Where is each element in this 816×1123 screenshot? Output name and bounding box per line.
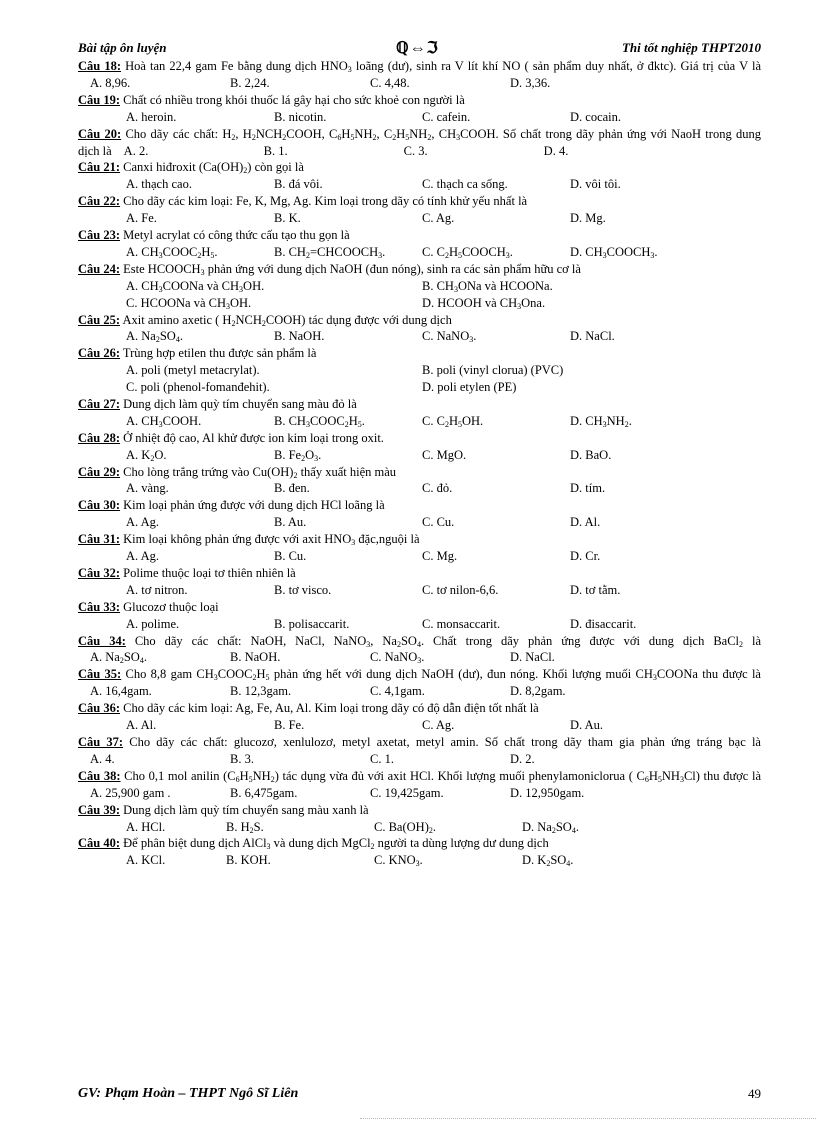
- option-a[interactable]: A. $CH_3COOH$.: [126, 413, 202, 429]
- header-left: Bài tập ôn luyện: [78, 40, 167, 55]
- options-row: [78, 328, 761, 345]
- option-a[interactable]: A. $CH_3COOC_2H_5$.: [126, 244, 218, 260]
- question-stem: [78, 126, 761, 160]
- options-row: [78, 616, 761, 633]
- question-text: Cho 8,8 gam $CH_3COOC_2H_5$ phản ứng hết với dung dịch NaOH (dư), đun nóng. Khối lượng muối $CH_3COONa$ thu được là: [121, 667, 761, 683]
- question-label: Câu 37:: [78, 734, 124, 749]
- question-stem: [78, 345, 761, 362]
- question-24: [78, 261, 761, 312]
- options-row: [78, 413, 761, 430]
- question-text: Axit amino axetic ( $H_2NCH_2COOH$) tác dụng được với dung dịch: [120, 312, 452, 328]
- question-stem: [78, 599, 761, 616]
- question-stem: [78, 396, 761, 413]
- question-text: Cho dãy các chất: $H_2$, $H_2NCH_2COOH$, $C_6H_5NH_2$, $C_2H_5NH_2$, $CH_3COOH$. Số chất trong dãy phản ứng với NaoH trong dung dịch là: [78, 126, 761, 158]
- question-37: [78, 734, 761, 768]
- question-31: [78, 531, 761, 565]
- option-c[interactable]: C. NaNO$_3$.: [370, 650, 425, 666]
- option-b[interactable]: B. K.: [274, 211, 301, 226]
- options-row: [78, 852, 761, 869]
- question-34: [78, 633, 761, 667]
- option-a[interactable]: A. $Na_2SO_4$.: [126, 329, 183, 345]
- question-label: Câu 19:: [78, 92, 121, 107]
- option-d[interactable]: D. cocain.: [570, 109, 622, 124]
- page-footer: [78, 1086, 761, 1106]
- option-c[interactable]: C. 4,1gam.: [370, 684, 425, 699]
- option-b[interactable]: B. tơ visco.: [274, 582, 332, 597]
- question-stem: [78, 835, 761, 852]
- question-30: [78, 497, 761, 531]
- option-a[interactable]: A. HCl.: [126, 819, 166, 834]
- option-b[interactable]: B. 2,24.: [230, 75, 270, 90]
- question-stem: [78, 58, 761, 92]
- question-27: [78, 396, 761, 430]
- option-c[interactable]: C. monsaccarit.: [422, 616, 501, 631]
- page-number: 49: [748, 1086, 761, 1101]
- header-center-ornament: ℚ⇔ℑ: [396, 40, 439, 57]
- question-stem: [78, 734, 761, 768]
- option-b[interactable]: B. $H_2S$.: [226, 819, 264, 835]
- question-26: [78, 345, 761, 396]
- question-label: Câu 30:: [78, 498, 121, 513]
- option-d[interactable]: D. Au.: [570, 718, 603, 733]
- question-label: Câu 40:: [78, 836, 121, 851]
- question-stem: [78, 565, 761, 582]
- option-b[interactable]: B. 1.: [263, 143, 288, 158]
- question-label: Câu 35:: [78, 667, 122, 682]
- option-d[interactable]: D. 4.: [543, 143, 569, 158]
- option-c[interactable]: C. Cu.: [422, 515, 455, 530]
- option-d[interactable]: D. $CH_3NH_2$.: [570, 413, 632, 429]
- question-29: [78, 464, 761, 498]
- options-row: [78, 210, 761, 227]
- question-label: Câu 39:: [78, 802, 121, 817]
- question-22: [78, 193, 761, 227]
- question-label: Câu 36:: [78, 701, 121, 716]
- option-a[interactable]: A. $Na_2SO_4$.: [90, 650, 147, 666]
- header-right: Thi tốt nghiệp THPT2010: [621, 40, 761, 55]
- option-b[interactable]: B. nicotin.: [274, 109, 327, 124]
- question-list: [78, 58, 761, 869]
- option-a[interactable]: A. Al.: [126, 718, 157, 733]
- option-c[interactable]: C. $Ba(OH)_2$.: [374, 819, 436, 835]
- question-text: Cho dãy các kim loại: Fe, K, Mg, Ag. Kim loại trong dãy có tính khử yếu nhất là: [120, 194, 528, 209]
- question-text: Kim loại không phản ứng được với axit $HNO_3$ đặc,nguội là: [120, 532, 420, 548]
- options-row: [78, 819, 761, 836]
- options-row: [78, 278, 761, 295]
- question-stem: [78, 531, 761, 548]
- question-text: Chất có nhiều trong khói thuốc lá gây hại cho sức khoẻ con người là: [120, 92, 465, 107]
- question-label: Câu 28:: [78, 430, 121, 445]
- option-b[interactable]: B. $Fe_2O_3$.: [274, 447, 322, 463]
- question-label: Câu 32:: [78, 565, 121, 580]
- question-text: Hoà tan 22,4 gam Fe bằng dung dịch $HNO_3$ loãng (dư), sinh ra V lít khí NO ( sản phẩm duy nhất, ở đktc). Giá trị của V là: [121, 59, 761, 74]
- option-a[interactable]: A. tơ nitron.: [126, 582, 188, 597]
- question-label: Câu 33:: [78, 599, 121, 614]
- question-23: [78, 227, 761, 261]
- question-text: Ở nhiệt độ cao, Al khử được ion kim loại trong oxit.: [120, 430, 384, 445]
- question-label: Câu 26:: [78, 346, 121, 361]
- question-40: [78, 835, 761, 869]
- option-c[interactable]: C. HCOONa và $CH_3OH$.: [126, 295, 252, 311]
- question-label: Câu 38:: [78, 768, 121, 783]
- options-row: [78, 447, 761, 464]
- option-d[interactable]: D. 2.: [510, 751, 535, 766]
- option-d[interactable]: D. $K_2SO_4$.: [522, 853, 574, 869]
- question-text: Cho lòng trắng trứng vào $Cu(OH)_2$ thấy xuất hiện màu: [120, 464, 397, 480]
- question-38: [78, 768, 761, 802]
- option-a[interactable]: A. 4.: [90, 751, 115, 766]
- option-c[interactable]: C. Mg.: [422, 549, 458, 564]
- question-text: Este $HCOOCH_3$ phản ứng với dung dịch NaOH (đun nóng), sinh ra các sản phẩm hữu cơ là: [120, 261, 581, 277]
- question-stem: [78, 666, 761, 700]
- option-d[interactable]: D. tím.: [570, 481, 606, 496]
- option-a[interactable]: A. vàng.: [126, 481, 169, 496]
- option-c[interactable]: C. đỏ.: [422, 481, 453, 496]
- options-row: [78, 362, 761, 379]
- option-c[interactable]: C. 4,48.: [370, 75, 410, 90]
- question-label: Câu 18:: [78, 59, 121, 73]
- option-c[interactable]: C. MgO.: [422, 447, 467, 462]
- option-d[interactable]: D. $CH_3COOCH_3$.: [570, 244, 658, 260]
- question-text: Để phân biệt dung dịch AlCl$_3$ và dung dịch MgCl$_2$ người ta dùng lượng dư dung dịch: [120, 836, 549, 852]
- question-39: [78, 802, 761, 836]
- option-b[interactable]: B. $CH_3ONa$ và HCOONa.: [422, 278, 553, 294]
- option-d[interactable]: D. 12,950gam.: [510, 785, 585, 800]
- question-stem: [78, 193, 761, 210]
- option-c[interactable]: C. $KNO_3$.: [374, 853, 423, 869]
- option-a[interactable]: A. KCl.: [126, 853, 166, 868]
- question-stem: [78, 802, 761, 819]
- question-text: Cho dãy các kim loại: Ag, Fe, Au, Al. Kim loại trong dãy có độ dẫn điện tốt nhất là: [120, 701, 539, 716]
- question-text: Dung dịch làm quỳ tím chuyển sang màu đỏ là: [120, 396, 357, 411]
- options-row: [78, 717, 761, 734]
- question-32: [78, 565, 761, 599]
- option-b[interactable]: B. 6,475gam.: [230, 785, 298, 800]
- option-c[interactable]: C. tơ nilon-6,6.: [422, 582, 499, 597]
- option-d[interactable]: D. Al.: [570, 515, 601, 530]
- option-d[interactable]: D. $Na_2SO_4$.: [522, 819, 579, 835]
- option-c[interactable]: C. Ag.: [422, 718, 455, 733]
- question-18: [78, 58, 761, 92]
- option-d[interactable]: D. NaCl.: [570, 329, 615, 344]
- option-d[interactable]: D. Cr.: [570, 549, 601, 564]
- question-label: Câu 27:: [78, 396, 121, 411]
- option-d[interactable]: D. đisaccarit.: [570, 616, 637, 631]
- question-text: Glucozơ thuộc loại: [120, 599, 219, 614]
- page-header: [78, 40, 761, 58]
- question-label: Câu 29:: [78, 464, 121, 479]
- option-d[interactable]: D. NaCl.: [510, 650, 555, 665]
- question-21: [78, 159, 761, 193]
- options-row: [78, 514, 761, 531]
- question-stem: [78, 464, 761, 481]
- options-row: [78, 109, 761, 126]
- question-35: [78, 666, 761, 700]
- option-c[interactable]: C. 1.: [370, 751, 394, 766]
- question-stem: [78, 261, 761, 278]
- options-row: [78, 176, 761, 193]
- question-stem: [78, 430, 761, 447]
- option-b[interactable]: B. poli (vinyl clorua) (PVC): [422, 363, 564, 378]
- option-d[interactable]: D. HCOOH và $CH_3Ona$.: [422, 295, 546, 311]
- option-c[interactable]: C. thạch ca sống.: [422, 177, 508, 192]
- option-b[interactable]: B. Au.: [274, 515, 307, 530]
- option-c[interactable]: C. NaNO$_3$.: [422, 329, 477, 345]
- option-d[interactable]: D. 3,36.: [510, 75, 551, 90]
- option-c[interactable]: C. $C_2H_5OH$.: [422, 413, 484, 429]
- option-b[interactable]: B. $CH_3COOC_2H_5$.: [274, 413, 365, 429]
- question-label: Câu 22:: [78, 194, 121, 209]
- question-33: [78, 599, 761, 633]
- option-a[interactable]: A. thạch cao.: [126, 177, 192, 192]
- question-label: Câu 21:: [78, 160, 121, 175]
- option-a[interactable]: A. $CH_3COONa$ và $CH_3OH$.: [126, 278, 265, 294]
- question-label: Câu 34:: [78, 633, 126, 648]
- option-a[interactable]: A. Fe.: [126, 211, 157, 226]
- option-a[interactable]: A. poli (metyl metacrylat).: [126, 363, 260, 378]
- question-text: Canxi hiđroxit $(Ca(OH)_2)$ còn gọi là: [120, 160, 304, 176]
- option-a[interactable]: A. 8,96.: [90, 75, 131, 90]
- option-b[interactable]: B. 12,3gam.: [230, 684, 292, 699]
- option-a[interactable]: A. Ag.: [126, 549, 159, 564]
- footer-teacher: GV: Phạm Hoàn – THPT Ngô Sĩ Liên: [78, 1086, 299, 1101]
- option-d[interactable]: D. vôi tôi.: [570, 177, 621, 192]
- option-d[interactable]: D. poli etylen (PE): [422, 380, 517, 395]
- options-row: [78, 480, 761, 497]
- question-stem: [78, 227, 761, 244]
- question-25: [78, 312, 761, 346]
- option-c[interactable]: C. $C_2H_5COOCH_3$.: [422, 244, 513, 260]
- options-row: [78, 379, 761, 396]
- question-28: [78, 430, 761, 464]
- option-a[interactable]: A. Ag.: [126, 515, 159, 530]
- options-row: [78, 548, 761, 565]
- question-label: Câu 31:: [78, 532, 121, 547]
- option-a[interactable]: A. 2.: [123, 143, 149, 158]
- option-d[interactable]: D. tơ tằm.: [570, 582, 621, 597]
- options-row: [78, 582, 761, 599]
- question-36: [78, 700, 761, 734]
- option-b[interactable]: B. KOH.: [226, 853, 271, 868]
- question-text: Polime thuộc loại tơ thiên nhiên là: [120, 565, 296, 580]
- option-a[interactable]: A. polime.: [126, 616, 180, 631]
- option-b[interactable]: B. NaOH.: [274, 329, 325, 344]
- question-19: [78, 92, 761, 126]
- option-b[interactable]: B. Fe.: [274, 718, 305, 733]
- option-c[interactable]: C. poli (phenol-fomanđehit).: [126, 380, 270, 395]
- question-stem: [78, 312, 761, 329]
- question-text: Kim loại phản ứng được với dung dịch HCl loãng là: [120, 498, 385, 513]
- option-b[interactable]: B. Cu.: [274, 549, 307, 564]
- option-b[interactable]: B. $CH_2=CHCOOCH_3$.: [274, 244, 386, 260]
- option-a[interactable]: A. 16,4gam.: [90, 684, 152, 699]
- option-c[interactable]: C. Ag.: [422, 211, 455, 226]
- question-stem: [78, 497, 761, 514]
- option-d[interactable]: D. BaO.: [570, 447, 612, 462]
- option-b[interactable]: B. 3.: [230, 751, 254, 766]
- option-b[interactable]: B. đá vôi.: [274, 177, 323, 192]
- question-text: Cho dãy các chất: glucozơ, xenlulozơ, metyl axetat, metyl amin. Số chất trong dãy tham gia phản ứng tráng bạc là: [123, 734, 761, 749]
- question-text: Trùng hợp etilen thu được sản phẩm là: [120, 346, 317, 361]
- option-d[interactable]: D. 8,2gam.: [510, 684, 566, 699]
- option-a[interactable]: A. 25,900 gam .: [90, 785, 171, 800]
- question-stem: [78, 633, 761, 667]
- option-d[interactable]: D. Mg.: [570, 211, 606, 226]
- question-label: Câu 20:: [78, 126, 122, 141]
- options-row: [78, 295, 761, 312]
- option-a[interactable]: A. heroin.: [126, 109, 177, 124]
- question-text: Dung dịch làm quỳ tím chuyển sang màu xanh là: [120, 802, 369, 817]
- option-c[interactable]: C. 3.: [403, 143, 428, 158]
- question-20: [78, 126, 761, 160]
- options-row: [78, 244, 761, 261]
- question-text: Metyl acrylat có công thức cấu tạo thu gọn là: [120, 228, 350, 243]
- question-stem: [78, 768, 761, 802]
- question-label: Câu 24:: [78, 261, 121, 276]
- question-stem: [78, 700, 761, 717]
- question-stem: [78, 92, 761, 109]
- option-b[interactable]: B. NaOH.: [230, 650, 281, 665]
- option-a[interactable]: A. $K_2O$.: [126, 447, 167, 463]
- question-text: Cho dãy các chất: NaOH, NaCl, NaNO$_3$, $Na_2SO_4$. Chất trong dãy phản ứng được với dung dịch BaCl$_2$ là: [125, 633, 761, 649]
- option-b[interactable]: B. polisaccarit.: [274, 616, 350, 631]
- footer-divider: [360, 1118, 816, 1119]
- question-label: Câu 25:: [78, 312, 121, 327]
- option-b[interactable]: B. đen.: [274, 481, 310, 496]
- question-text: Cho 0,1 mol anilin $(C_6H_5NH_2)$ tác dụng vừa đủ với axit HCl. Khối lượng muối phenylamoniclorua ( $C_6H_5NH_3Cl$) thu được là: [120, 768, 761, 784]
- question-label: Câu 23:: [78, 228, 121, 243]
- option-c[interactable]: C. cafein.: [422, 109, 471, 124]
- option-c[interactable]: C. 19,425gam.: [370, 785, 444, 800]
- question-stem: [78, 159, 761, 176]
